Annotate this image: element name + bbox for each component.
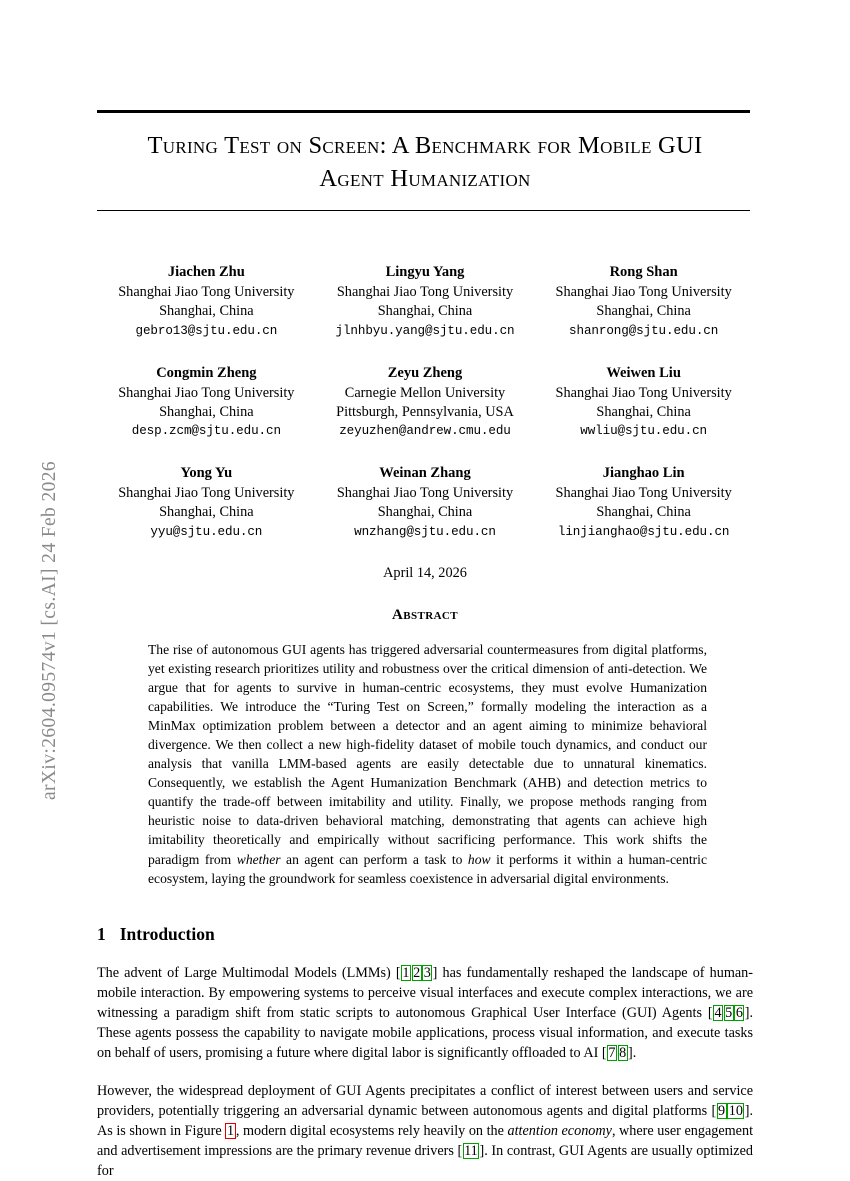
author-row (97, 364, 753, 440)
author-location: Shanghai, China (596, 504, 691, 521)
author-email[interactable]: yyu@sjtu.edu.cn (150, 524, 263, 539)
author-affiliation: Shanghai Jiao Tong University (336, 485, 514, 502)
author-email[interactable]: desp.zcm@sjtu.edu.cn (131, 424, 281, 439)
author-email[interactable]: wnzhang@sjtu.edu.cn (354, 524, 496, 539)
citation-group: [ 1 2 3 ] (395, 964, 438, 981)
page-title: Turing Test on Screen: A Benchmark for Mobile GUI Agent Humanization (147, 132, 703, 192)
author-email[interactable]: gebro13@sjtu.edu.cn (135, 324, 278, 338)
citation-group: [ 7 8 ] (601, 1044, 633, 1061)
author-email[interactable]: jlnhbyu.yang@sjtu.edu.cn (335, 324, 515, 338)
citation-link[interactable]: 3 (423, 964, 431, 981)
author-entry (97, 464, 316, 540)
paragraph-text: . These agents possess the capability to navigate mobile applications, process visual information, and execute tasks on behalf of users, promising a future where digital labor is significantly offloaded to AI (97, 1004, 753, 1061)
citation-link[interactable]: 11 (464, 1142, 478, 1159)
author-entry (316, 364, 535, 440)
abstract-text-part-1: The rise of autonomous GUI agents has triggered adversarial countermeasures from digital platforms, yet existing research prioritizes utility and robustness over the critical dimension of anti-detection. We argue that for agents to survive in human-centric ecosystems, they must evolve Humanization capabilities. We introduce the “Turing Test on Screen,” formally modeling the interaction as a MinMax optimization problem between a detector and an agent aiming to minimize behavioral divergence. We then collect a new high-fidelity dataset of mobile touch dynamics, and conduct our analysis that vanilla LMM-based agents are easily detectable due to unnatural kinematics. Consequently, we establish the Agent Humanization Benchmark (AHB) and detection metrics to quantify the trade-off between imitability and utility. Finally, we propose methods ranging from heuristic noise to data-driven behavioral matching, demonstrating that agents can achieve high imitability theoretically and empirically without sacrificing performance. This work shifts the paradigm from (148, 641, 707, 867)
author-name: Weinan Zhang (379, 465, 471, 482)
citation-group: [ 11 ] (457, 1142, 485, 1159)
author-name: Rong Shan (609, 264, 678, 281)
citation-link[interactable]: 9 (718, 1102, 726, 1119)
author-entry (316, 464, 535, 540)
author-name: Zeyu Zheng (387, 364, 463, 381)
title-rule-top (97, 110, 750, 113)
paragraph-text: , where user engagement and advertisement impressions are the primary revenue drivers (97, 1122, 754, 1159)
paragraph-emphasis-attention-economy: attention economy (507, 1122, 612, 1139)
author-email[interactable]: linjianghao@sjtu.edu.cn (557, 524, 730, 539)
author-affiliation: Carnegie Mellon University (344, 384, 506, 401)
author-name: Yong Yu (180, 465, 233, 482)
author-entry (97, 263, 316, 339)
author-block (97, 263, 753, 540)
author-location: Pittsburgh, Pennsylvania, USA (336, 403, 514, 420)
author-name: Jiachen Zhu (167, 264, 245, 281)
author-email[interactable]: wwliu@sjtu.edu.cn (580, 424, 708, 439)
abstract-text-part-2: an agent can perform a task to (280, 851, 468, 867)
author-row (97, 263, 753, 339)
author-location: Shanghai, China (159, 504, 254, 521)
arxiv-identifier-stamp: arXiv:2604.09574v1 [cs.AI] 24 Feb 2026 (39, 460, 60, 800)
author-affiliation: Shanghai Jiao Tong University (555, 384, 732, 401)
citation-link[interactable]: 6 (735, 1004, 743, 1021)
citation-link[interactable]: 10 (728, 1102, 743, 1119)
title-block (97, 110, 753, 211)
paragraph-text: The advent of Large Multimodal Models (LMMs) (97, 964, 396, 981)
author-affiliation: Shanghai Jiao Tong University (555, 284, 732, 301)
paper-page (97, 0, 754, 1179)
author-location: Shanghai, China (596, 403, 691, 420)
paragraph-text: has fundamentally reshaped the landscape of human-mobile interaction. By empowering systems to perceive visual interfaces and execute complex interactions, we are witnessing a paradigm shift from static scripts to autonomous Graphical User Interface (GUI) Agents (97, 964, 753, 1021)
abstract-heading: Abstract (392, 606, 458, 623)
author-entry (534, 364, 753, 440)
paragraph-text: . (632, 1044, 637, 1061)
author-row (97, 464, 753, 540)
abstract-body (148, 640, 707, 888)
author-affiliation: Shanghai Jiao Tong University (336, 284, 514, 301)
section-number: 1 (97, 923, 106, 944)
intro-paragraph-1 (97, 963, 753, 1063)
citation-link[interactable]: 2 (413, 964, 421, 981)
author-name: Lingyu Yang (385, 264, 465, 281)
paragraph-text: , modern digital ecosystems rely heavily on the (235, 1122, 508, 1139)
intro-paragraph-2 (97, 1081, 753, 1181)
abstract-emphasis-how: how (467, 851, 491, 867)
author-name: Weiwen Liu (606, 364, 681, 381)
author-location: Shanghai, China (159, 303, 254, 320)
abstract-emphasis-whether: whether (236, 851, 281, 867)
author-affiliation: Shanghai Jiao Tong University (118, 284, 295, 301)
citation-link[interactable]: 7 (608, 1044, 616, 1061)
author-entry (534, 464, 753, 540)
author-email[interactable]: zeyuzhen@andrew.cmu.edu (339, 424, 511, 439)
citation-link[interactable]: 1 (402, 964, 410, 981)
citation-link[interactable]: 4 (714, 1004, 722, 1021)
publication-date: April 14, 2026 (383, 564, 467, 581)
author-affiliation: Shanghai Jiao Tong University (555, 485, 732, 502)
section-title: Introduction (119, 923, 215, 944)
citation-group: [ 4 5 6 ] (707, 1004, 750, 1021)
citation-link[interactable]: 8 (619, 1044, 627, 1061)
abstract-text-part-3: it performs it within a human-centric ecosystem, laying the groundwork for seamless coexistence in adversarial digital environments. (148, 851, 707, 886)
author-affiliation: Shanghai Jiao Tong University (118, 384, 295, 401)
figure-reference-link[interactable]: 1 (226, 1122, 235, 1139)
author-affiliation: Shanghai Jiao Tong University (118, 485, 295, 502)
author-email[interactable]: shanrong@sjtu.edu.cn (569, 324, 719, 338)
paragraph-text: . In contrast, GUI Agents are usually optimized for (97, 1142, 753, 1179)
author-name: Jianghao Lin (602, 465, 685, 482)
section-heading-introduction (97, 924, 753, 945)
title-rule-bottom (97, 210, 750, 211)
citation-group: [ 9 10 ] (711, 1102, 750, 1119)
paragraph-text: However, the widespread deployment of GUI Agents precipitates a conflict of interest between users and service providers, potentially triggering an adversarial dynamic between autonomous agents and digital platforms (97, 1082, 753, 1119)
author-location: Shanghai, China (377, 504, 473, 521)
author-entry (534, 263, 753, 339)
author-name: Congmin Zheng (156, 364, 257, 381)
citation-link[interactable]: 5 (725, 1004, 733, 1021)
author-location: Shanghai, China (159, 403, 254, 420)
author-location: Shanghai, China (596, 303, 691, 320)
author-entry (316, 263, 535, 339)
author-location: Shanghai, China (377, 303, 473, 320)
paragraph-text: . As is shown in Figure (97, 1102, 753, 1139)
author-entry (97, 364, 316, 440)
